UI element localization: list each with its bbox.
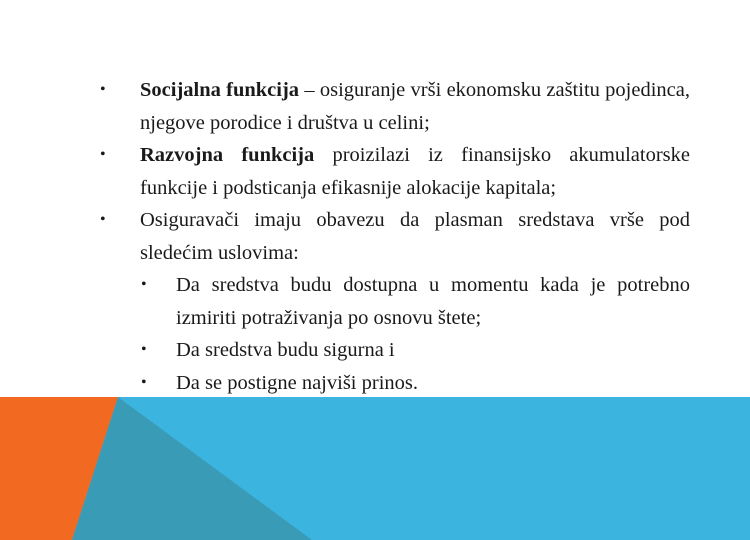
bullet-text [140, 74, 690, 139]
slide-body [100, 74, 690, 399]
sub-bullet-text: Da se postigne najviši prinos. [176, 371, 418, 394]
bullet-text [140, 204, 690, 269]
bullet-dot: • [100, 211, 106, 228]
bullet-term: Razvojna funkcija [140, 144, 315, 166]
sub-bullet-dot: • [141, 373, 147, 391]
sub-bullet-item-3 [141, 367, 690, 400]
sub-bullet-text: Da sredstva budu dostupna u momentu kada je potrebno izmiriti potraživanja po osnovu štete; [176, 274, 690, 329]
bullet-description: Osiguravači imaju obavezu da plasman sredstava vrše pod sledećim uslovima: [140, 209, 690, 264]
bullet-item-3 [100, 204, 690, 269]
sub-bullet-item-1 [141, 269, 690, 334]
sub-bullet-item-2 [141, 334, 690, 367]
bullet-text [140, 139, 690, 204]
sub-bullet-dot: • [141, 341, 147, 358]
sub-bullet-text: Da sredstva budu sigurna i [176, 339, 395, 361]
bullet-description: – osiguranje vrši ekonomsku zaštitu pojedinca, njegove porodice i društva u celini; [140, 79, 690, 134]
bullet-description: proizilazi iz finansijsko akumulatorske funkcije i podsticanja efikasnije alokacije kapitala; [140, 144, 690, 199]
bullet-term: Socijalna funkcija [140, 79, 300, 101]
bullet-dot: • [100, 81, 106, 98]
bullet-item-2 [100, 139, 690, 204]
sub-bullet-dot: • [141, 276, 147, 293]
bullet-dot: • [100, 146, 106, 163]
bullet-item-1 [100, 74, 690, 139]
